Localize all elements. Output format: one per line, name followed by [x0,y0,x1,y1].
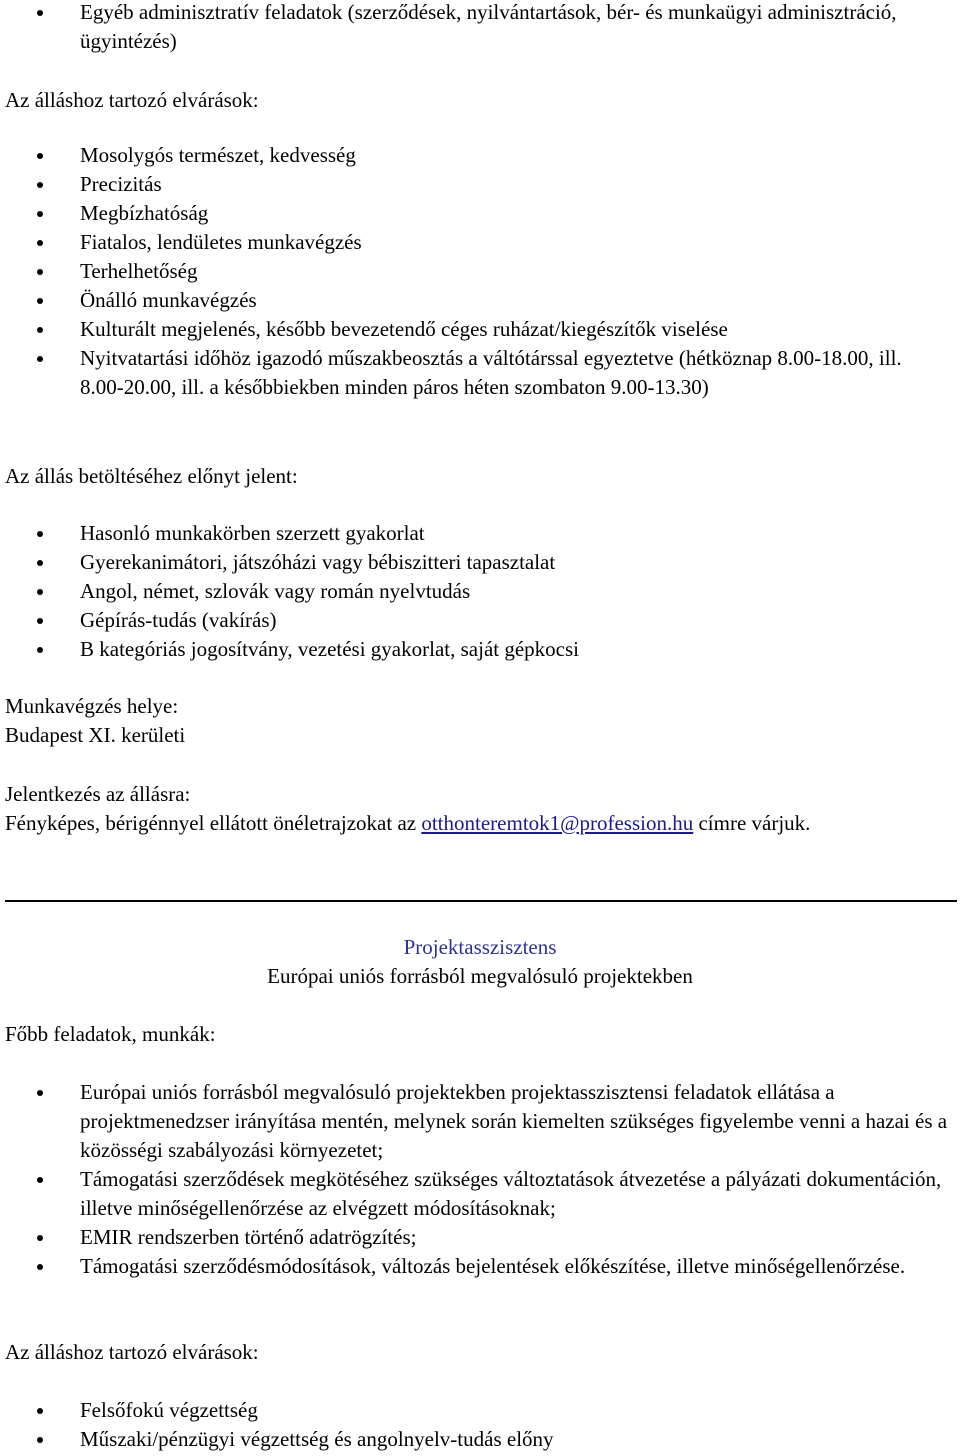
list-item: Kulturált megjelenés, később bevezetendő céges ruházat/kiegészítők viselése [0,315,950,344]
bullet-icon [37,531,43,537]
job-title: Projektasszisztens [403,935,557,959]
bullet-icon [37,1437,43,1443]
list-item: Egyéb adminisztratív feladatok (szerződések, nyilvántartások, bér- és munkaügyi adminisztráció, ügyintézés) [0,0,950,56]
tasks-heading: Főbb feladatok, munkák: [5,1022,216,1046]
list-item: Nyitvatartási időhöz igazodó műszakbeosztás a váltótárssal egyeztetve (hétköznap 8.00-18.00, ill. 8.00-20.00, ill. a későbbiekben minden páros héten szombaton 9.00-13.30) [0,344,950,402]
bullet-icon [37,240,43,246]
section-divider [5,900,957,902]
bullet-icon [37,153,43,159]
list-item: Támogatási szerződésmódosítások, változás bejelentések előkészítése, illetve minőségellenőrzése. [0,1252,950,1281]
job-subtitle: Európai uniós forrásból megvalósuló projektekben [267,964,693,988]
top-task-list [0,0,950,56]
bullet-icon [37,1177,43,1183]
advantages-heading: Az állás betöltéséhez előnyt jelent: [5,464,298,488]
location-heading: Munkavégzés helye: [5,694,179,718]
tasks-list [0,1078,950,1281]
list-item: Precizitás [0,170,950,199]
list-item: Terhelhetőség [0,257,950,286]
bullet-icon [37,1408,43,1414]
list-item: Fiatalos, lendületes munkavégzés [0,228,950,257]
bullet-icon [37,1264,43,1270]
email-link[interactable]: otthonteremtok1@profession.hu [421,811,694,835]
list-item: Európai uniós forrásból megvalósuló projektekben projektasszisztensi feladatok ellátása a projektmenedzser irányítása mentén, melynek során kiemelten szükséges figyelembe venni a hazai és a közösségi szabályozási környezetet; [0,1078,950,1165]
list-item: B kategóriás jogosítvány, vezetési gyakorlat, saját gépkocsi [0,635,950,664]
list-item: Gépírás-tudás (vakírás) [0,606,950,635]
list-item: Önálló munkavégzés [0,286,950,315]
bullet-icon [37,327,43,333]
bullet-icon [37,10,43,16]
bullet-icon [37,589,43,595]
requirements-heading: Az álláshoz tartozó elvárások: [5,88,259,112]
list-item: Gyerekanimátori, játszóházi vagy bébiszitteri tapasztalat [0,548,950,577]
bullet-icon [37,269,43,275]
advantages-list [0,519,950,664]
list-item: Felsőfokú végzettség [0,1396,950,1425]
requirements2-heading: Az álláshoz tartozó elvárások: [5,1340,259,1364]
bullet-icon [37,356,43,362]
bullet-icon [37,182,43,188]
bullet-icon [37,1090,43,1096]
bullet-icon [37,647,43,653]
apply-heading: Jelentkezés az állásra: [5,782,191,806]
list-item: Műszaki/pénzügyi végzettség és angolnyelv-tudás előny [0,1425,950,1454]
list-item: Mosolygós természet, kedvesség [0,141,950,170]
list-item: Hasonló munkakörben szerzett gyakorlat [0,519,950,548]
bullet-icon [37,211,43,217]
bullet-icon [37,618,43,624]
location-value: Budapest XI. kerületi [5,723,186,747]
apply-text: Fényképes, bérigénnyel ellátott önéletrajzokat az otthonteremtok1@profession.hu címre várjuk. [5,811,811,835]
requirements-list [0,141,950,402]
list-item: Megbízhatóság [0,199,950,228]
bullet-icon [37,560,43,566]
bullet-icon [37,298,43,304]
list-item: EMIR rendszerben történő adatrögzítés; [0,1223,950,1252]
bullet-icon [37,1235,43,1241]
list-item: Támogatási szerződések megkötéséhez szükséges változtatások átvezetése a pályázati dokumentáción, illetve minőségellenőrzése az elvégzett módosításoknak; [0,1165,950,1223]
list-item: Angol, német, szlovák vagy román nyelvtudás [0,577,950,606]
requirements2-list [0,1396,950,1454]
